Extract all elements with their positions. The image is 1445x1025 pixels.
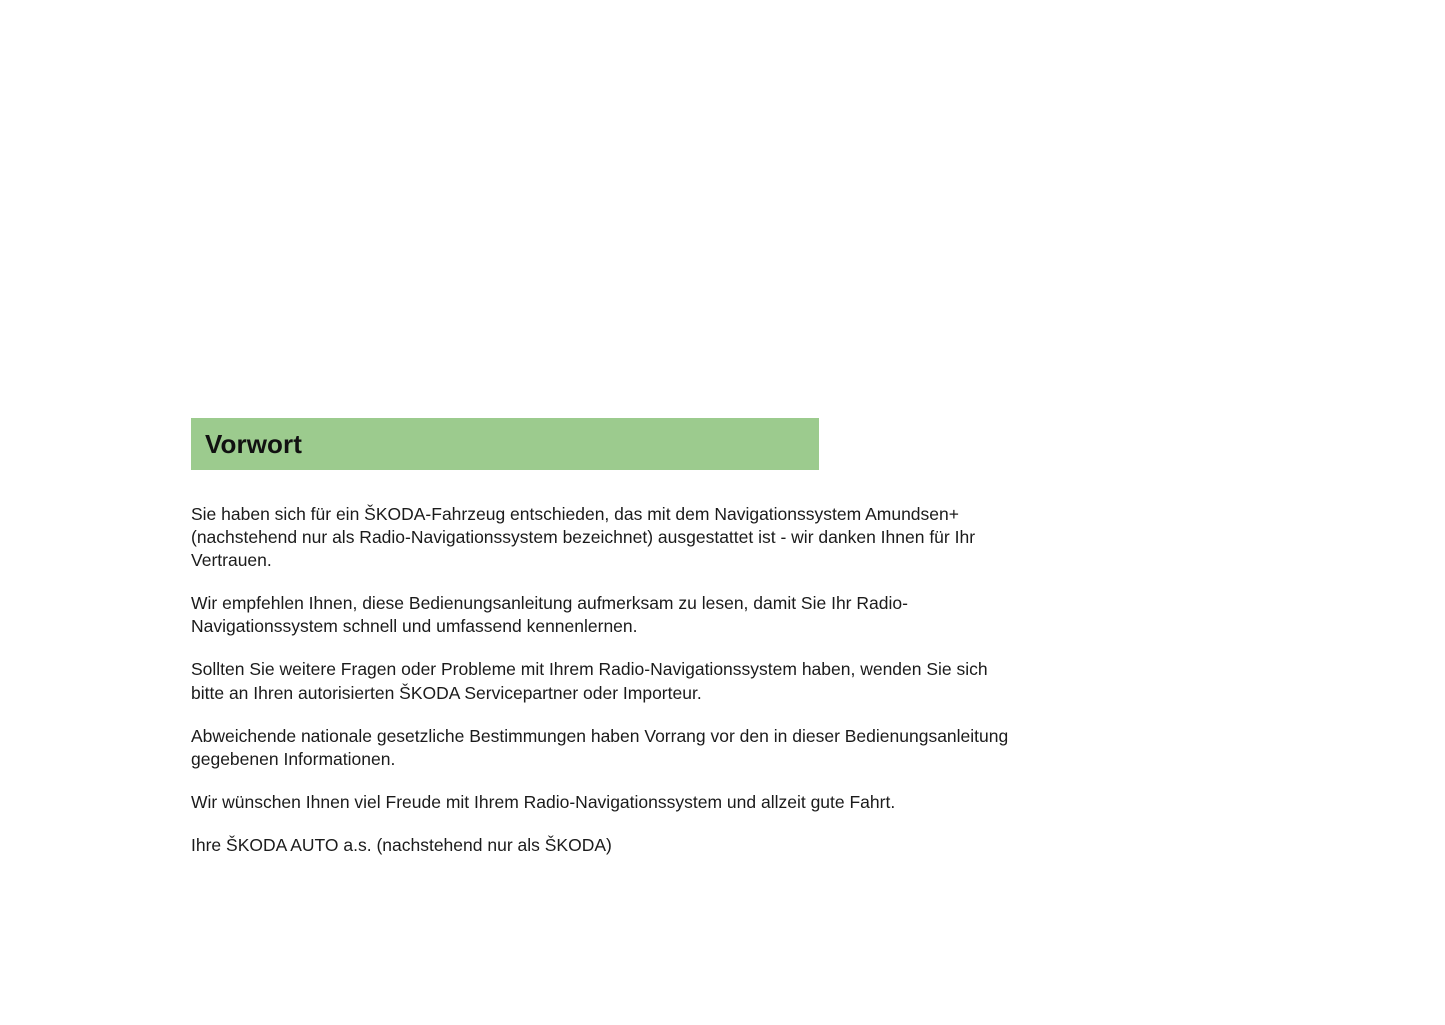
section-heading-band xyxy=(191,418,819,470)
page-content xyxy=(191,418,1021,857)
paragraph-legal: Abweichende nationale gesetzliche Bestimmungen haben Vorrang vor den in dieser Bedienungsanleitung gegebenen Informationen. xyxy=(191,725,1009,769)
paragraph-intro: Sie haben sich für ein ŠKODA-Fahrzeug entschieden, das mit dem Navigationssystem Amundsen+ (nachstehend nur als Radio-Navigationssystem bezeichnet) ausgestattet ist - wir danken Ihnen für Ihr Vertrauen. xyxy=(191,504,976,571)
paragraph-signature: Ihre ŠKODA AUTO a.s. (nachstehend nur als ŠKODA) xyxy=(191,834,612,855)
paragraph-recommendation: Wir empfehlen Ihnen, diese Bedienungsanleitung aufmerksam zu lesen, damit Sie Ihr Radio-Navigationssystem schnell und umfassend kennenlernen. xyxy=(191,593,908,637)
paragraph-wishes: Wir wünschen Ihnen viel Freude mit Ihrem Radio-Navigationssystem und allzeit gute Fahrt. xyxy=(191,791,896,812)
body-text-block xyxy=(191,503,1017,857)
page-title: Vorwort xyxy=(205,429,302,459)
paragraph-support: Sollten Sie weitere Fragen oder Probleme mit Ihrem Radio-Navigationssystem haben, wenden Sie sich bitte an Ihren autorisierten ŠKODA Servicepartner oder Importeur. xyxy=(191,659,988,703)
